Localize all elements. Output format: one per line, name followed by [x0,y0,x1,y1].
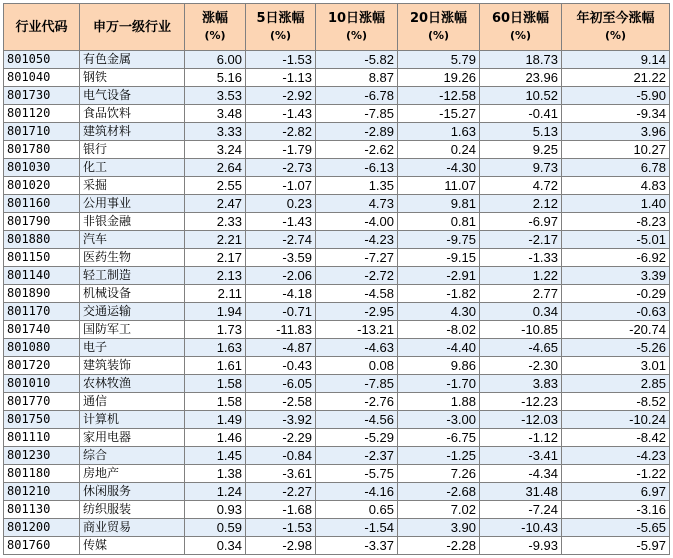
industry-name-cell[interactable]: 电子 [80,339,185,357]
header-unit: (%) [427,29,450,42]
industry-returns-table [3,3,670,555]
change-20d-cell[interactable]: -15.27 [398,105,480,123]
industry-code-cell[interactable]: 801160 [4,195,80,213]
change-60d-cell[interactable]: 2.77 [480,285,562,303]
change-10d-cell[interactable]: -2.76 [316,393,398,411]
header-unit: (%) [269,29,292,42]
change-5d-cell[interactable]: -1.43 [246,213,316,231]
industry-code-cell[interactable]: 801130 [4,501,80,519]
change-10d-cell[interactable]: -5.82 [316,51,398,69]
industry-code-cell[interactable]: 801040 [4,69,80,87]
industry-code-cell[interactable]: 801740 [4,321,80,339]
industry-code-cell[interactable]: 801140 [4,267,80,285]
table-row[interactable] [4,195,670,213]
change-60d-cell[interactable]: 4.72 [480,177,562,195]
change-5d-cell[interactable]: 0.23 [246,195,316,213]
change-60d-cell[interactable]: -4.65 [480,339,562,357]
change-60d-cell[interactable]: -9.93 [480,537,562,555]
change-5d-cell[interactable]: -0.71 [246,303,316,321]
industry-name-cell[interactable]: 医药生物 [80,249,185,267]
table-row[interactable] [4,51,670,69]
change-cell[interactable]: 2.64 [185,159,246,177]
industry-name-cell[interactable]: 非银金融 [80,213,185,231]
table-row[interactable] [4,357,670,375]
change-20d-cell[interactable]: 9.86 [398,357,480,375]
change-10d-cell[interactable]: -5.29 [316,429,398,447]
change-5d-cell[interactable]: -1.13 [246,69,316,87]
header-change-ytd[interactable] [562,4,670,51]
change-ytd-cell[interactable]: 9.14 [562,51,670,69]
change-cell[interactable]: 0.93 [185,501,246,519]
change-cell[interactable]: 1.24 [185,483,246,501]
industry-name-cell[interactable]: 机械设备 [80,285,185,303]
table-row[interactable] [4,69,670,87]
table-body [4,51,670,555]
industry-name-cell[interactable]: 建筑装饰 [80,357,185,375]
industry-code-cell[interactable]: 801010 [4,375,80,393]
change-20d-cell[interactable]: -8.02 [398,321,480,339]
change-cell[interactable]: 2.21 [185,231,246,249]
change-20d-cell[interactable]: 7.26 [398,465,480,483]
change-5d-cell[interactable]: -2.27 [246,483,316,501]
change-ytd-cell[interactable]: 2.85 [562,375,670,393]
header-change-5d[interactable] [246,4,316,51]
change-20d-cell[interactable]: 0.24 [398,141,480,159]
industry-name-cell[interactable]: 建筑材料 [80,123,185,141]
industry-code-cell[interactable]: 801020 [4,177,80,195]
header-label: 10日涨幅 [327,11,386,26]
change-60d-cell[interactable]: 31.48 [480,483,562,501]
change-ytd-cell[interactable]: -8.52 [562,393,670,411]
change-60d-cell[interactable]: 9.25 [480,141,562,159]
change-ytd-cell[interactable]: -5.65 [562,519,670,537]
change-20d-cell[interactable]: 1.63 [398,123,480,141]
change-10d-cell[interactable]: -6.78 [316,87,398,105]
change-5d-cell[interactable]: -4.87 [246,339,316,357]
change-ytd-cell[interactable]: -1.22 [562,465,670,483]
change-5d-cell[interactable]: -2.74 [246,231,316,249]
header-industry-code[interactable] [4,4,80,51]
table-row[interactable] [4,267,670,285]
change-cell[interactable]: 2.47 [185,195,246,213]
change-10d-cell[interactable]: 4.73 [316,195,398,213]
table-row[interactable] [4,465,670,483]
change-60d-cell[interactable]: 3.83 [480,375,562,393]
change-5d-cell[interactable]: -11.83 [246,321,316,339]
change-5d-cell[interactable]: -2.92 [246,87,316,105]
change-10d-cell[interactable]: -4.00 [316,213,398,231]
change-10d-cell[interactable]: -7.27 [316,249,398,267]
change-5d-cell[interactable]: -3.61 [246,465,316,483]
change-5d-cell[interactable]: -2.29 [246,429,316,447]
change-5d-cell[interactable]: -1.68 [246,501,316,519]
industry-name-cell[interactable]: 银行 [80,141,185,159]
change-60d-cell[interactable]: 2.12 [480,195,562,213]
change-ytd-cell[interactable]: -8.42 [562,429,670,447]
change-5d-cell[interactable]: -1.53 [246,51,316,69]
change-20d-cell[interactable]: 4.30 [398,303,480,321]
change-ytd-cell[interactable]: -20.74 [562,321,670,339]
change-20d-cell[interactable]: 0.81 [398,213,480,231]
industry-code-cell[interactable]: 801230 [4,447,80,465]
table-row[interactable] [4,411,670,429]
industry-name-cell[interactable]: 综合 [80,447,185,465]
change-cell[interactable]: 1.63 [185,339,246,357]
change-10d-cell[interactable]: -2.62 [316,141,398,159]
change-60d-cell[interactable]: -0.41 [480,105,562,123]
change-10d-cell[interactable]: 0.65 [316,501,398,519]
header-label: 申万一级行业 [92,19,171,35]
change-ytd-cell[interactable]: -10.24 [562,411,670,429]
table-row[interactable] [4,537,670,555]
change-20d-cell[interactable]: -1.70 [398,375,480,393]
header-label: 20日涨幅 [409,11,468,26]
table-row[interactable] [4,105,670,123]
table-row[interactable] [4,249,670,267]
change-60d-cell[interactable]: 23.96 [480,69,562,87]
change-60d-cell[interactable]: -12.23 [480,393,562,411]
industry-name-cell[interactable]: 食品饮料 [80,105,185,123]
industry-code-cell[interactable]: 801880 [4,231,80,249]
change-10d-cell[interactable]: 8.87 [316,69,398,87]
change-20d-cell[interactable]: -1.82 [398,285,480,303]
change-10d-cell[interactable]: 0.08 [316,357,398,375]
table-row[interactable] [4,177,670,195]
change-10d-cell[interactable]: -2.72 [316,267,398,285]
header-change-20d[interactable] [398,4,480,51]
change-10d-cell[interactable]: -7.85 [316,375,398,393]
change-5d-cell[interactable]: -1.43 [246,105,316,123]
table-row[interactable] [4,339,670,357]
table-row[interactable] [4,519,670,537]
change-cell[interactable]: 3.33 [185,123,246,141]
table-row[interactable] [4,303,670,321]
industry-name-cell[interactable]: 钢铁 [80,69,185,87]
change-5d-cell[interactable]: -2.82 [246,123,316,141]
industry-code-cell[interactable]: 801730 [4,87,80,105]
change-10d-cell[interactable]: -5.75 [316,465,398,483]
change-60d-cell[interactable]: -3.41 [480,447,562,465]
change-ytd-cell[interactable]: -8.23 [562,213,670,231]
change-20d-cell[interactable]: -4.40 [398,339,480,357]
industry-code-cell[interactable]: 801720 [4,357,80,375]
industry-code-cell[interactable]: 801750 [4,411,80,429]
industry-name-cell[interactable]: 电气设备 [80,87,185,105]
header-unit: (%) [204,29,226,42]
change-ytd-cell[interactable]: 3.39 [562,267,670,285]
change-20d-cell[interactable]: -3.00 [398,411,480,429]
change-10d-cell[interactable]: -13.21 [316,321,398,339]
change-cell[interactable]: 2.17 [185,249,246,267]
change-20d-cell[interactable]: -1.25 [398,447,480,465]
table-row[interactable] [4,141,670,159]
table-row[interactable] [4,429,670,447]
change-ytd-cell[interactable]: 3.96 [562,123,670,141]
change-ytd-cell[interactable]: -0.29 [562,285,670,303]
industry-name-cell[interactable]: 国防军工 [80,321,185,339]
change-20d-cell[interactable]: -6.75 [398,429,480,447]
industry-code-cell[interactable]: 801780 [4,141,80,159]
change-5d-cell[interactable]: -0.84 [246,447,316,465]
change-ytd-cell[interactable]: 3.01 [562,357,670,375]
change-20d-cell[interactable]: 3.90 [398,519,480,537]
table-row[interactable] [4,87,670,105]
industry-code-cell[interactable]: 801200 [4,519,80,537]
industry-name-cell[interactable]: 传媒 [80,537,185,555]
change-10d-cell[interactable]: -4.23 [316,231,398,249]
change-60d-cell[interactable]: -1.33 [480,249,562,267]
change-60d-cell[interactable]: -10.43 [480,519,562,537]
change-60d-cell[interactable]: -4.34 [480,465,562,483]
industry-code-cell[interactable]: 801110 [4,429,80,447]
change-ytd-cell[interactable]: 10.27 [562,141,670,159]
table-row[interactable] [4,213,670,231]
change-10d-cell[interactable]: -1.54 [316,519,398,537]
change-20d-cell[interactable]: -9.15 [398,249,480,267]
change-ytd-cell[interactable]: -5.26 [562,339,670,357]
industry-name-cell[interactable]: 通信 [80,393,185,411]
change-cell[interactable]: 2.33 [185,213,246,231]
table-row[interactable] [4,123,670,141]
change-60d-cell[interactable]: 0.34 [480,303,562,321]
change-cell[interactable]: 5.16 [185,69,246,87]
change-60d-cell[interactable]: 1.22 [480,267,562,285]
change-60d-cell[interactable]: -6.97 [480,213,562,231]
header-unit: (%) [345,29,368,42]
change-ytd-cell[interactable]: 4.83 [562,177,670,195]
change-cell[interactable]: 1.46 [185,429,246,447]
change-cell[interactable]: 3.24 [185,141,246,159]
change-60d-cell[interactable]: -1.12 [480,429,562,447]
industry-code-cell[interactable]: 801050 [4,51,80,69]
change-60d-cell[interactable]: -10.85 [480,321,562,339]
change-ytd-cell[interactable]: 1.40 [562,195,670,213]
change-20d-cell[interactable]: -2.68 [398,483,480,501]
table-row[interactable] [4,159,670,177]
industry-name-cell[interactable]: 化工 [80,159,185,177]
change-20d-cell[interactable]: -12.58 [398,87,480,105]
table-row[interactable] [4,375,670,393]
change-ytd-cell[interactable]: -5.97 [562,537,670,555]
change-ytd-cell[interactable]: -4.23 [562,447,670,465]
header-unit: (%) [509,29,532,42]
industry-name-cell[interactable]: 计算机 [80,411,185,429]
header-label: 5日涨幅 [256,11,305,26]
change-cell[interactable]: 1.61 [185,357,246,375]
header-change[interactable] [185,4,246,51]
change-60d-cell[interactable]: -2.17 [480,231,562,249]
change-5d-cell[interactable]: -1.79 [246,141,316,159]
change-ytd-cell[interactable]: -5.01 [562,231,670,249]
change-ytd-cell[interactable]: 6.97 [562,483,670,501]
industry-code-cell[interactable]: 801030 [4,159,80,177]
header-change-10d[interactable] [316,4,398,51]
change-cell[interactable]: 1.58 [185,393,246,411]
header-label: 年初至今涨幅 [576,11,655,26]
change-ytd-cell[interactable]: -5.90 [562,87,670,105]
change-20d-cell[interactable]: -2.28 [398,537,480,555]
table-row[interactable] [4,231,670,249]
change-cell[interactable]: 0.34 [185,537,246,555]
change-cell[interactable]: 1.38 [185,465,246,483]
change-cell[interactable]: 1.58 [185,375,246,393]
table-row[interactable] [4,393,670,411]
industry-name-cell[interactable]: 农林牧渔 [80,375,185,393]
industry-name-cell[interactable]: 商业贸易 [80,519,185,537]
change-cell[interactable]: 2.55 [185,177,246,195]
change-5d-cell[interactable]: -2.98 [246,537,316,555]
change-10d-cell[interactable]: -2.37 [316,447,398,465]
change-60d-cell[interactable]: 5.13 [480,123,562,141]
change-cell[interactable]: 1.94 [185,303,246,321]
header-industry-name[interactable] [80,4,185,51]
industry-code-cell[interactable]: 801180 [4,465,80,483]
header-row [4,4,670,51]
change-ytd-cell[interactable]: -3.16 [562,501,670,519]
change-20d-cell[interactable]: -2.91 [398,267,480,285]
change-cell[interactable]: 6.00 [185,51,246,69]
change-60d-cell[interactable]: -2.30 [480,357,562,375]
change-cell[interactable]: 2.11 [185,285,246,303]
change-ytd-cell[interactable]: 6.78 [562,159,670,177]
industry-code-cell[interactable]: 801890 [4,285,80,303]
change-cell[interactable]: 1.45 [185,447,246,465]
change-5d-cell[interactable]: -2.06 [246,267,316,285]
industry-name-cell[interactable]: 有色金属 [80,51,185,69]
change-5d-cell[interactable]: -3.92 [246,411,316,429]
change-5d-cell[interactable]: -1.53 [246,519,316,537]
change-10d-cell[interactable]: -6.13 [316,159,398,177]
change-20d-cell[interactable]: 19.26 [398,69,480,87]
change-5d-cell[interactable]: -1.07 [246,177,316,195]
industry-code-cell[interactable]: 801210 [4,483,80,501]
change-10d-cell[interactable]: -2.95 [316,303,398,321]
change-20d-cell[interactable]: 11.07 [398,177,480,195]
change-cell[interactable]: 3.53 [185,87,246,105]
industry-code-cell[interactable]: 801150 [4,249,80,267]
change-20d-cell[interactable]: 7.02 [398,501,480,519]
table-row[interactable] [4,501,670,519]
change-5d-cell[interactable]: -4.18 [246,285,316,303]
header-change-60d[interactable] [480,4,562,51]
industry-code-cell[interactable]: 801120 [4,105,80,123]
change-20d-cell[interactable]: 5.79 [398,51,480,69]
change-60d-cell[interactable]: 10.52 [480,87,562,105]
industry-code-cell[interactable]: 801760 [4,537,80,555]
change-10d-cell[interactable]: -2.89 [316,123,398,141]
change-cell[interactable]: 0.59 [185,519,246,537]
change-20d-cell[interactable]: -4.30 [398,159,480,177]
industry-name-cell[interactable]: 汽车 [80,231,185,249]
change-cell[interactable]: 3.48 [185,105,246,123]
change-cell[interactable]: 2.13 [185,267,246,285]
change-5d-cell[interactable]: -3.59 [246,249,316,267]
industry-code-cell[interactable]: 801710 [4,123,80,141]
change-5d-cell[interactable]: -6.05 [246,375,316,393]
change-5d-cell[interactable]: -0.43 [246,357,316,375]
change-cell[interactable]: 1.49 [185,411,246,429]
industry-name-cell[interactable]: 采掘 [80,177,185,195]
industry-code-cell[interactable]: 801080 [4,339,80,357]
header-label: 行业代码 [15,19,68,35]
change-ytd-cell[interactable]: -0.63 [562,303,670,321]
change-5d-cell[interactable]: -2.73 [246,159,316,177]
change-ytd-cell[interactable]: -9.34 [562,105,670,123]
industry-name-cell[interactable]: 休闲服务 [80,483,185,501]
change-10d-cell[interactable]: -4.63 [316,339,398,357]
header-unit: (%) [604,29,627,42]
change-20d-cell[interactable]: -9.75 [398,231,480,249]
change-ytd-cell[interactable]: 21.22 [562,69,670,87]
change-60d-cell[interactable]: -12.03 [480,411,562,429]
industry-code-cell[interactable]: 801170 [4,303,80,321]
change-10d-cell[interactable]: -7.85 [316,105,398,123]
header-label: 涨幅 [201,11,228,26]
change-10d-cell[interactable]: 1.35 [316,177,398,195]
change-ytd-cell[interactable]: -6.92 [562,249,670,267]
industry-code-cell[interactable]: 801790 [4,213,80,231]
industry-code-cell[interactable]: 801770 [4,393,80,411]
industry-name-cell[interactable]: 交通运输 [80,303,185,321]
change-60d-cell[interactable]: 9.73 [480,159,562,177]
change-5d-cell[interactable]: -2.58 [246,393,316,411]
industry-name-cell[interactable]: 公用事业 [80,195,185,213]
industry-name-cell[interactable]: 纺织服装 [80,501,185,519]
table-row[interactable] [4,483,670,501]
change-10d-cell[interactable]: -4.56 [316,411,398,429]
change-10d-cell[interactable]: -4.16 [316,483,398,501]
change-60d-cell[interactable]: -7.24 [480,501,562,519]
change-cell[interactable]: 1.73 [185,321,246,339]
change-10d-cell[interactable]: -4.58 [316,285,398,303]
header-label: 60日涨幅 [491,11,550,26]
change-20d-cell[interactable]: 1.88 [398,393,480,411]
change-10d-cell[interactable]: -3.37 [316,537,398,555]
industry-name-cell[interactable]: 房地产 [80,465,185,483]
industry-name-cell[interactable]: 轻工制造 [80,267,185,285]
industry-name-cell[interactable]: 家用电器 [80,429,185,447]
table-row[interactable] [4,285,670,303]
change-60d-cell[interactable]: 18.73 [480,51,562,69]
change-20d-cell[interactable]: 9.81 [398,195,480,213]
table-row[interactable] [4,321,670,339]
table-row[interactable] [4,447,670,465]
